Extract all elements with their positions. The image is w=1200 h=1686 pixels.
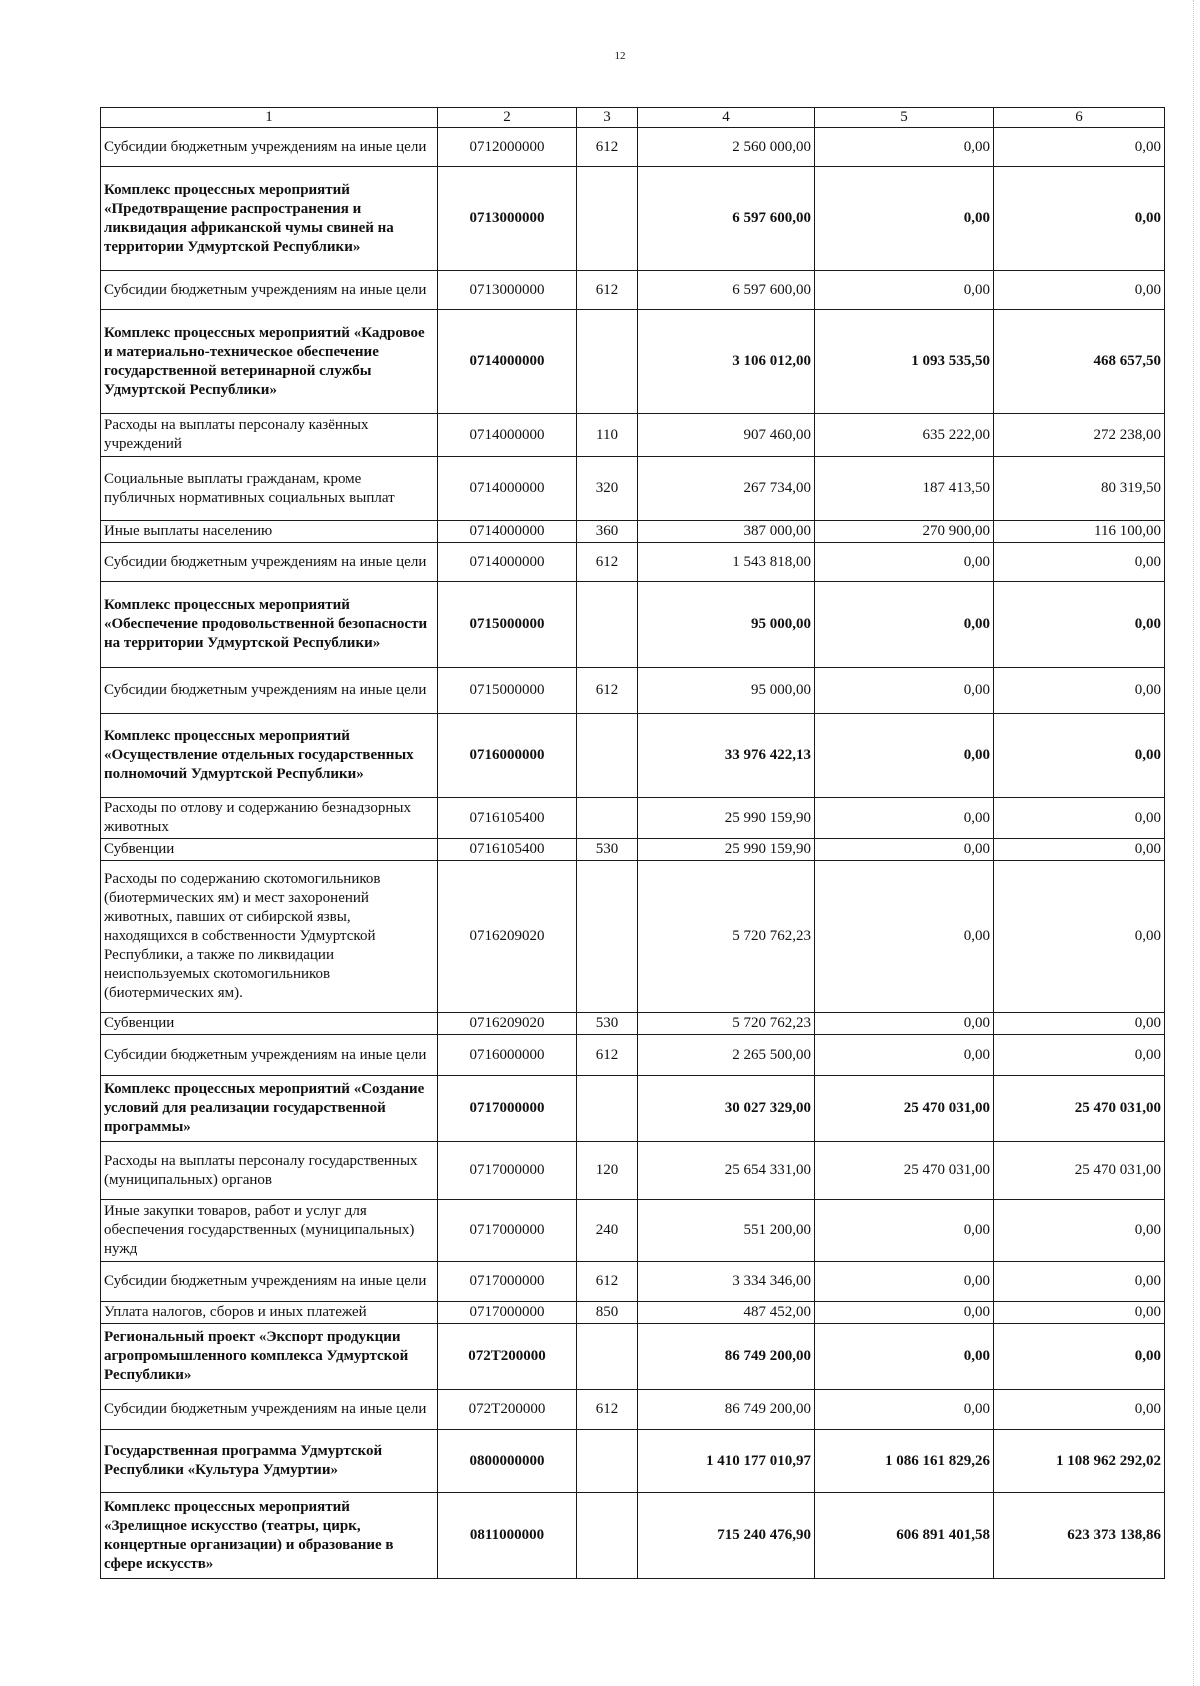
- row-value-5: 0,00: [815, 1035, 994, 1076]
- row-name: Расходы по содержанию скотомогильников (биотермических ям) и мест захоронений животных, павших от сибирской язвы, находящихся в собственности Удмуртской Республики, а также по ликвидации неиспользуемых скотомогильников (биотермических ям).: [101, 861, 438, 1013]
- row-value-6: 0,00: [994, 798, 1165, 839]
- row-name: Субсидии бюджетным учреждениям на иные цели: [101, 1262, 438, 1302]
- table-row: [101, 1390, 1165, 1430]
- row-type: [577, 582, 638, 668]
- row-value-5: 0,00: [815, 861, 994, 1013]
- table-row: [101, 543, 1165, 582]
- row-value-5: 0,00: [815, 1324, 994, 1390]
- row-value-5: 0,00: [815, 839, 994, 861]
- table-row: [101, 1013, 1165, 1035]
- row-value-5: 0,00: [815, 1390, 994, 1430]
- row-value-6: 1 108 962 292,02: [994, 1430, 1165, 1493]
- row-type: 530: [577, 1013, 638, 1035]
- table-row: [101, 1324, 1165, 1390]
- table-row: [101, 1035, 1165, 1076]
- row-value-6: 0,00: [994, 1262, 1165, 1302]
- row-type: [577, 798, 638, 839]
- budget-table: [100, 107, 1165, 1579]
- row-value-6: 0,00: [994, 861, 1165, 1013]
- row-code: 0716000000: [438, 1035, 577, 1076]
- row-code: 0713000000: [438, 167, 577, 271]
- header-col-5: 5: [815, 108, 994, 128]
- row-code: 0717000000: [438, 1262, 577, 1302]
- row-name: Комплекс процессных мероприятий «Предотвращение распространения и ликвидация африканской чумы свиней на территории Удмуртской Республики»: [101, 167, 438, 271]
- row-value-4: 25 990 159,90: [638, 839, 815, 861]
- row-value-6: 0,00: [994, 582, 1165, 668]
- row-code: 0714000000: [438, 414, 577, 457]
- header-col-4: 4: [638, 108, 815, 128]
- row-value-6: 0,00: [994, 1324, 1165, 1390]
- row-type: 360: [577, 521, 638, 543]
- row-value-6: 0,00: [994, 1013, 1165, 1035]
- row-value-4: 86 749 200,00: [638, 1390, 815, 1430]
- row-value-4: 267 734,00: [638, 457, 815, 521]
- row-code: 0716209020: [438, 1013, 577, 1035]
- row-value-6: 25 470 031,00: [994, 1142, 1165, 1200]
- table-row: [101, 1493, 1165, 1579]
- row-name: Комплекс процессных мероприятий «Зрелищное искусство (театры, цирк, концертные организации) и образование в сфере искусств»: [101, 1493, 438, 1579]
- row-type: [577, 167, 638, 271]
- row-value-5: 270 900,00: [815, 521, 994, 543]
- row-code: 0717000000: [438, 1142, 577, 1200]
- table-row: [101, 1262, 1165, 1302]
- row-value-4: 387 000,00: [638, 521, 815, 543]
- row-value-6: 0,00: [994, 128, 1165, 167]
- row-code: 0717000000: [438, 1200, 577, 1262]
- row-value-6: 0,00: [994, 543, 1165, 582]
- row-value-5: 0,00: [815, 167, 994, 271]
- header-col-1: 1: [101, 108, 438, 128]
- row-type: 612: [577, 668, 638, 714]
- row-name: Субсидии бюджетным учреждениям на иные цели: [101, 543, 438, 582]
- row-value-5: 0,00: [815, 128, 994, 167]
- row-value-6: 0,00: [994, 1390, 1165, 1430]
- row-type: 530: [577, 839, 638, 861]
- row-value-4: 551 200,00: [638, 1200, 815, 1262]
- row-value-4: 95 000,00: [638, 668, 815, 714]
- row-code: 0716000000: [438, 714, 577, 798]
- row-value-4: 95 000,00: [638, 582, 815, 668]
- table-row: [101, 714, 1165, 798]
- page-number: 12: [614, 50, 626, 62]
- row-type: [577, 1324, 638, 1390]
- row-value-5: 0,00: [815, 714, 994, 798]
- row-value-4: 487 452,00: [638, 1302, 815, 1324]
- header-col-6: 6: [994, 108, 1165, 128]
- row-value-6: 116 100,00: [994, 521, 1165, 543]
- row-type: [577, 861, 638, 1013]
- row-value-6: 0,00: [994, 1200, 1165, 1262]
- row-value-6: 272 238,00: [994, 414, 1165, 457]
- row-value-6: 0,00: [994, 271, 1165, 310]
- row-code: 0811000000: [438, 1493, 577, 1579]
- row-name: Комплекс процессных мероприятий «Обеспечение продовольственной безопасности на территории Удмуртской Республики»: [101, 582, 438, 668]
- row-type: [577, 1430, 638, 1493]
- row-code: 0713000000: [438, 271, 577, 310]
- row-name: Комплекс процессных мероприятий «Осуществление отдельных государственных полномочий Удмуртской Республики»: [101, 714, 438, 798]
- row-name: Комплекс процессных мероприятий «Создание условий для реализации государственной программы»: [101, 1076, 438, 1142]
- row-name: Субвенции: [101, 839, 438, 861]
- row-name: Субсидии бюджетным учреждениям на иные цели: [101, 271, 438, 310]
- row-name: Расходы по отлову и содержанию безнадзорных животных: [101, 798, 438, 839]
- row-value-4: 86 749 200,00: [638, 1324, 815, 1390]
- row-value-4: 2 560 000,00: [638, 128, 815, 167]
- row-name: Уплата налогов, сборов и иных платежей: [101, 1302, 438, 1324]
- row-type: 110: [577, 414, 638, 457]
- row-value-4: 5 720 762,23: [638, 1013, 815, 1035]
- row-value-5: 0,00: [815, 1013, 994, 1035]
- table-row: [101, 582, 1165, 668]
- row-code: 0715000000: [438, 582, 577, 668]
- row-type: 850: [577, 1302, 638, 1324]
- row-code: 0716105400: [438, 798, 577, 839]
- row-name: Иные закупки товаров, работ и услуг для обеспечения государственных (муниципальных) нужд: [101, 1200, 438, 1262]
- row-value-5: 0,00: [815, 582, 994, 668]
- row-value-5: 187 413,50: [815, 457, 994, 521]
- row-value-4: 33 976 422,13: [638, 714, 815, 798]
- row-value-6: 80 319,50: [994, 457, 1165, 521]
- header-col-3: 3: [577, 108, 638, 128]
- row-code: 0716209020: [438, 861, 577, 1013]
- row-name: Субсидии бюджетным учреждениям на иные цели: [101, 1035, 438, 1076]
- row-value-6: 0,00: [994, 1302, 1165, 1324]
- row-value-6: 0,00: [994, 167, 1165, 271]
- row-type: 612: [577, 1262, 638, 1302]
- row-code: 0714000000: [438, 457, 577, 521]
- table-row: [101, 414, 1165, 457]
- table-row: [101, 668, 1165, 714]
- table-row: [101, 1302, 1165, 1324]
- table-row: [101, 521, 1165, 543]
- row-value-4: 5 720 762,23: [638, 861, 815, 1013]
- row-value-4: 907 460,00: [638, 414, 815, 457]
- table-row: [101, 1142, 1165, 1200]
- table-row: [101, 861, 1165, 1013]
- row-code: 0712000000: [438, 128, 577, 167]
- row-value-4: 3 334 346,00: [638, 1262, 815, 1302]
- row-type: 120: [577, 1142, 638, 1200]
- row-code: 0716105400: [438, 839, 577, 861]
- row-type: 612: [577, 1390, 638, 1430]
- row-value-6: 623 373 138,86: [994, 1493, 1165, 1579]
- row-value-5: 25 470 031,00: [815, 1142, 994, 1200]
- row-value-4: 2 265 500,00: [638, 1035, 815, 1076]
- row-type: 612: [577, 128, 638, 167]
- row-value-5: 1 086 161 829,26: [815, 1430, 994, 1493]
- table-row: [101, 167, 1165, 271]
- row-value-6: 0,00: [994, 668, 1165, 714]
- table-row: [101, 798, 1165, 839]
- row-value-4: 25 990 159,90: [638, 798, 815, 839]
- row-code: 0715000000: [438, 668, 577, 714]
- row-type: 320: [577, 457, 638, 521]
- table-row: [101, 1076, 1165, 1142]
- row-value-4: 6 597 600,00: [638, 271, 815, 310]
- row-name: Субсидии бюджетным учреждениям на иные цели: [101, 1390, 438, 1430]
- row-value-4: 6 597 600,00: [638, 167, 815, 271]
- header-row: [101, 108, 1165, 128]
- row-value-5: 25 470 031,00: [815, 1076, 994, 1142]
- row-type: [577, 714, 638, 798]
- row-code: 0717000000: [438, 1302, 577, 1324]
- row-value-6: 0,00: [994, 1035, 1165, 1076]
- row-code: 0717000000: [438, 1076, 577, 1142]
- row-code: 072T200000: [438, 1390, 577, 1430]
- row-name: Субсидии бюджетным учреждениям на иные цели: [101, 128, 438, 167]
- row-code: 0714000000: [438, 521, 577, 543]
- row-name: Субвенции: [101, 1013, 438, 1035]
- row-name: Региональный проект «Экспорт продукции агропромышленного комплекса Удмуртской Республики»: [101, 1324, 438, 1390]
- row-value-6: 0,00: [994, 839, 1165, 861]
- row-value-5: 0,00: [815, 543, 994, 582]
- row-value-6: 468 657,50: [994, 310, 1165, 414]
- row-name: Комплекс процессных мероприятий «Кадровое и материально-техническое обеспечение государственной ветеринарной службы Удмуртской Республики»: [101, 310, 438, 414]
- row-value-6: 0,00: [994, 714, 1165, 798]
- row-value-4: 1 543 818,00: [638, 543, 815, 582]
- table-row: [101, 457, 1165, 521]
- table-row: [101, 839, 1165, 861]
- row-type: [577, 310, 638, 414]
- row-code: 072T200000: [438, 1324, 577, 1390]
- table-row: [101, 128, 1165, 167]
- row-name: Расходы на выплаты персоналу казённых учреждений: [101, 414, 438, 457]
- row-value-4: 1 410 177 010,97: [638, 1430, 815, 1493]
- row-name: Иные выплаты населению: [101, 521, 438, 543]
- row-code: 0714000000: [438, 310, 577, 414]
- row-value-4: 30 027 329,00: [638, 1076, 815, 1142]
- table-row: [101, 271, 1165, 310]
- row-type: [577, 1493, 638, 1579]
- row-value-5: 0,00: [815, 271, 994, 310]
- row-value-5: 0,00: [815, 1200, 994, 1262]
- row-value-4: 715 240 476,90: [638, 1493, 815, 1579]
- row-type: 612: [577, 543, 638, 582]
- header-col-2: 2: [438, 108, 577, 128]
- table-row: [101, 1200, 1165, 1262]
- row-type: 612: [577, 271, 638, 310]
- row-code: 0800000000: [438, 1430, 577, 1493]
- row-value-4: 25 654 331,00: [638, 1142, 815, 1200]
- row-value-5: 0,00: [815, 668, 994, 714]
- row-value-5: 0,00: [815, 798, 994, 839]
- row-type: 240: [577, 1200, 638, 1262]
- table-body: [101, 128, 1165, 1579]
- row-name: Социальные выплаты гражданам, кроме публичных нормативных социальных выплат: [101, 457, 438, 521]
- row-value-5: 0,00: [815, 1262, 994, 1302]
- row-name: Расходы на выплаты персоналу государственных (муниципальных) органов: [101, 1142, 438, 1200]
- row-value-5: 0,00: [815, 1302, 994, 1324]
- scan-edge: [1192, 0, 1194, 1686]
- row-value-6: 25 470 031,00: [994, 1076, 1165, 1142]
- row-type: 612: [577, 1035, 638, 1076]
- row-name: Государственная программа Удмуртской Республики «Культура Удмуртии»: [101, 1430, 438, 1493]
- row-value-5: 606 891 401,58: [815, 1493, 994, 1579]
- row-value-4: 3 106 012,00: [638, 310, 815, 414]
- row-code: 0714000000: [438, 543, 577, 582]
- row-type: [577, 1076, 638, 1142]
- row-name: Субсидии бюджетным учреждениям на иные цели: [101, 668, 438, 714]
- table-row: [101, 1430, 1165, 1493]
- table-row: [101, 310, 1165, 414]
- row-value-5: 1 093 535,50: [815, 310, 994, 414]
- row-value-5: 635 222,00: [815, 414, 994, 457]
